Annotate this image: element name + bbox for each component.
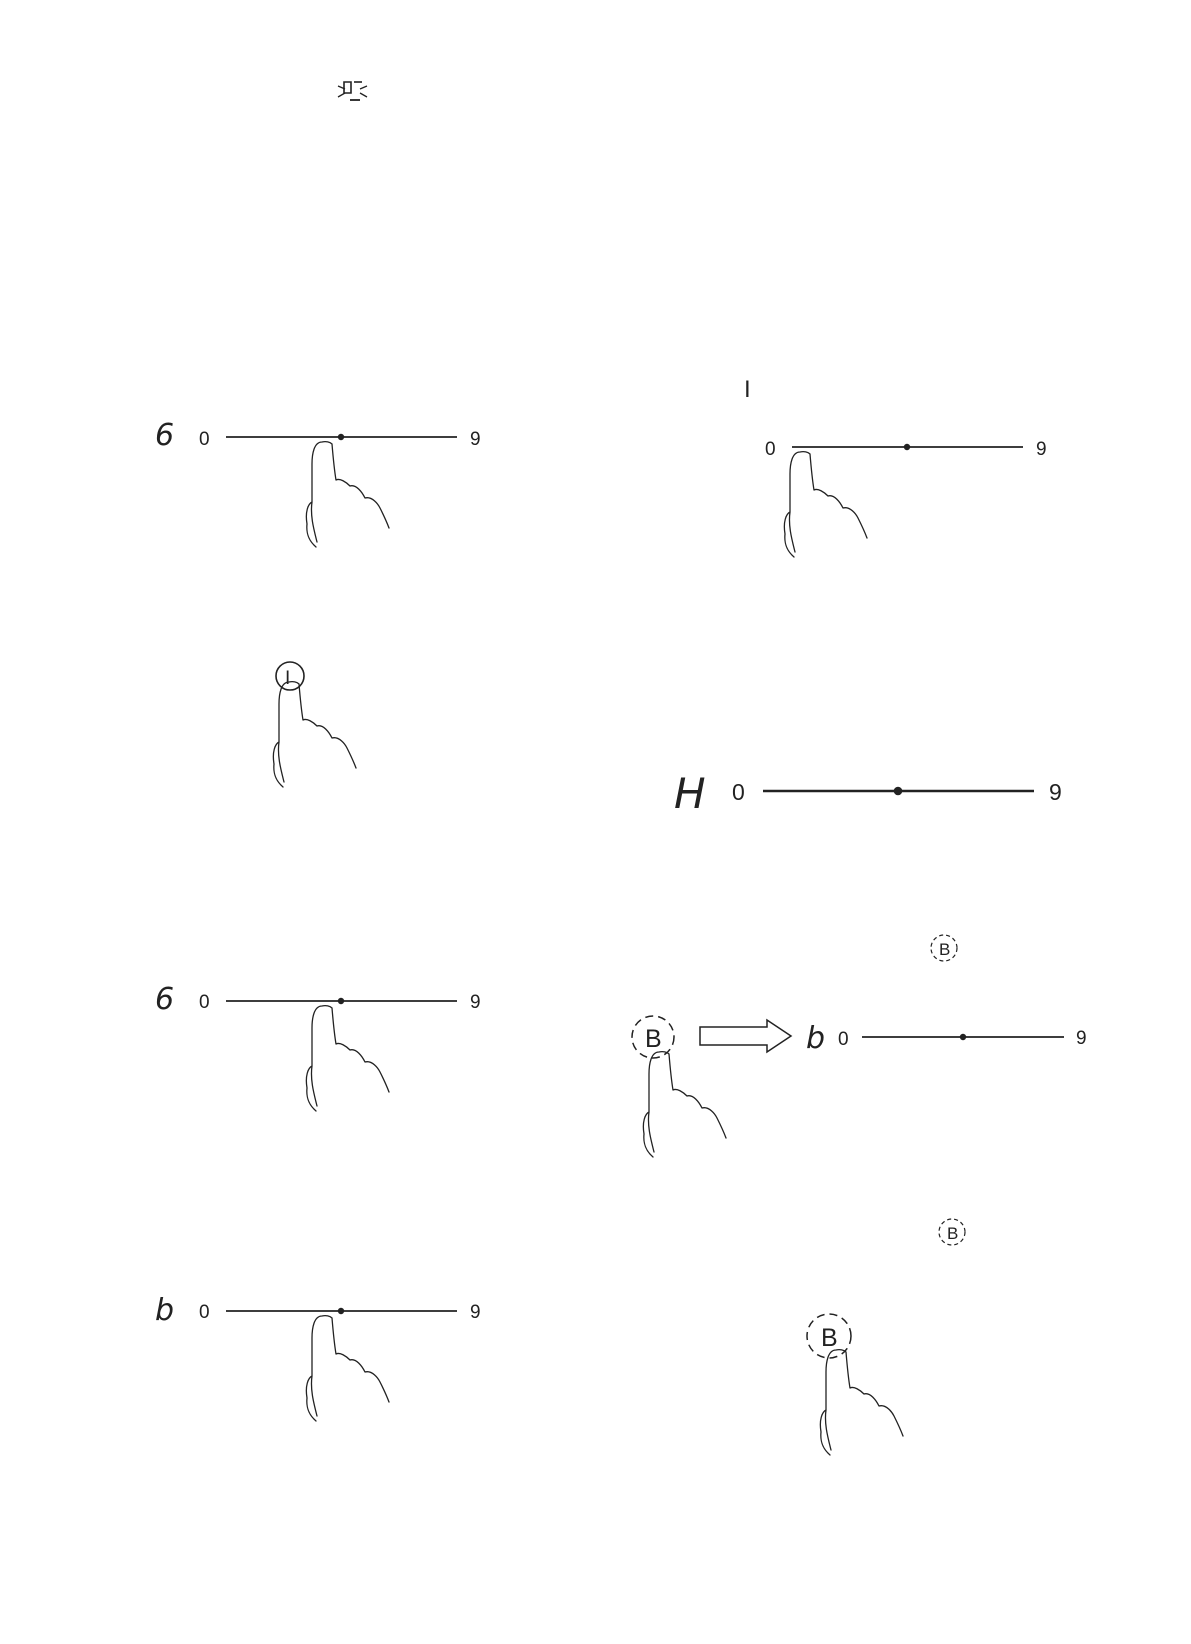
finger-pointer-icon [306, 442, 389, 547]
slider-group-left-1 [155, 418, 481, 547]
slider-group-right-1 [765, 439, 1047, 557]
slider-max-label: 9 [1076, 1028, 1087, 1049]
slider-max-label: 9 [470, 1302, 481, 1323]
svg-text:B: B [947, 1224, 959, 1243]
level-display: H [674, 769, 706, 818]
slider-min-label: 0 [199, 429, 210, 450]
slider-position-dot [894, 787, 903, 796]
finger-pointer-icon [306, 1006, 389, 1111]
booster-sequence [632, 1016, 1087, 1157]
booster-button-label: B [645, 1025, 662, 1053]
booster-press-group [807, 1314, 903, 1455]
level-display: b [155, 1293, 175, 1328]
slider-group-right-h [674, 769, 1062, 818]
slider-max-label: 9 [470, 429, 481, 450]
slider-position-dot [338, 1308, 344, 1314]
slider-group-left-2 [155, 982, 481, 1111]
level-display: 6 [155, 418, 175, 453]
finger-pointer-icon [273, 682, 356, 787]
slider-max-label: 9 [470, 992, 481, 1013]
arrow-right-icon [700, 1020, 791, 1052]
slider-min-label: 0 [838, 1029, 849, 1050]
slider-position-dot [338, 998, 344, 1004]
flashing-display-icon [338, 82, 367, 100]
slider-max-label: 9 [1049, 779, 1062, 805]
slider-max-label: 9 [1036, 439, 1047, 460]
slider-min-label: 0 [765, 439, 776, 460]
finger-pointer-icon [820, 1350, 903, 1455]
booster-icon [931, 935, 957, 961]
svg-text:B: B [939, 940, 951, 959]
slider-min-label: 0 [732, 779, 745, 805]
level-display: 6 [155, 982, 175, 1017]
booster-button-label: B [821, 1324, 838, 1352]
power-button-group [273, 662, 356, 787]
finger-pointer-icon [306, 1316, 389, 1421]
power-symbol-label: I [744, 376, 751, 403]
power-symbol: I [285, 668, 291, 689]
finger-pointer-icon [643, 1052, 726, 1157]
slider-group-left-3 [155, 1293, 481, 1421]
slider-position-dot [338, 434, 344, 440]
level-display: b [806, 1021, 826, 1056]
slider-min-label: 0 [199, 992, 210, 1013]
slider-min-label: 0 [199, 1302, 210, 1323]
booster-icon [939, 1219, 965, 1245]
slider-position-dot [960, 1034, 966, 1040]
slider-position-dot [904, 444, 910, 450]
finger-pointer-icon [784, 452, 867, 557]
